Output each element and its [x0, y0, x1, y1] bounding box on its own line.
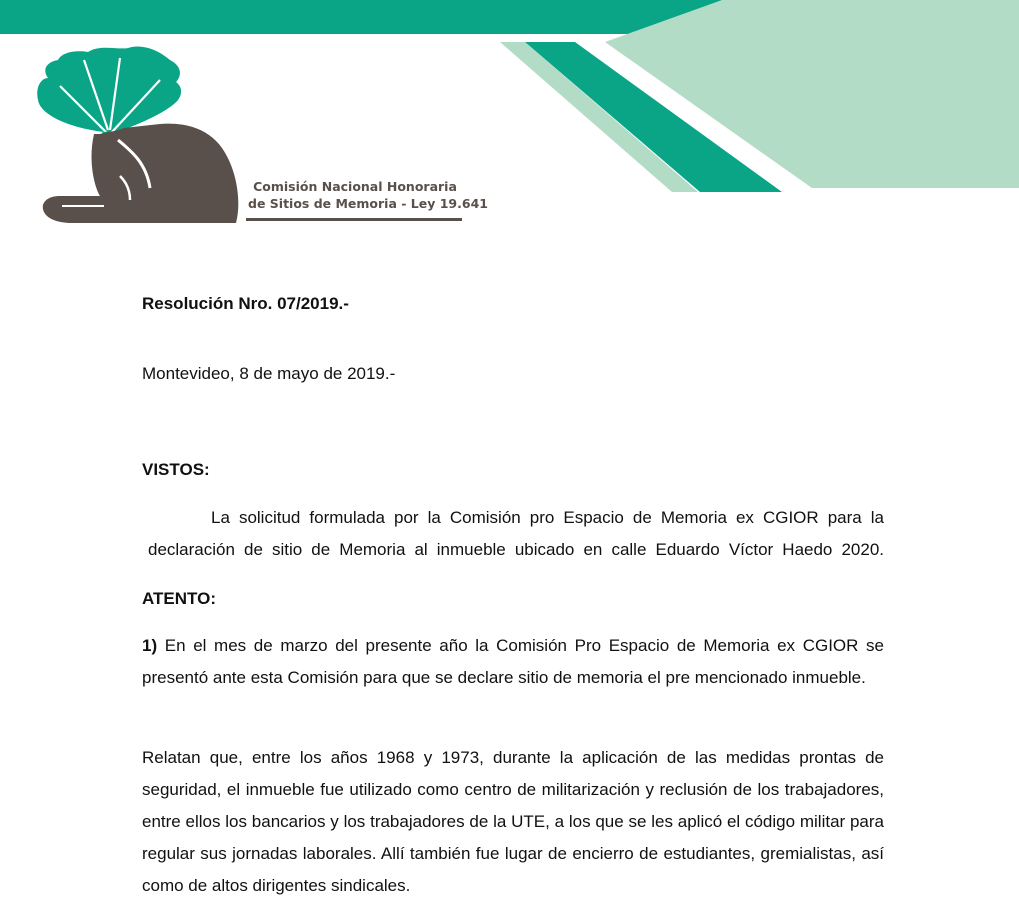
vistos-line-1: La solicitud formulada por la Comisión pro Espacio de Memoria ex CGIOR para la — [211, 508, 884, 527]
organization-name-line2: de Sitios de Memoria - Ley 19.641 — [248, 196, 488, 211]
ginkgo-leaf-hand-logo — [37, 47, 238, 224]
date-line: Montevideo, 8 de mayo de 2019.- — [142, 364, 396, 383]
item-1-text: En el mes de marzo del presente año la Comisión Pro Espacio de Memoria ex CGIOR se presentó ante esta Comisión para que se declare sitio de memoria el pre mencionado inmueble. — [142, 636, 884, 687]
organization-name — [248, 178, 488, 212]
organization-underline — [246, 218, 462, 221]
vistos-heading: VISTOS: — [142, 460, 210, 479]
atento-heading: ATENTO: — [142, 589, 216, 608]
top-green-band — [0, 0, 722, 34]
header-decoration — [0, 0, 1019, 240]
item-1-paragraph — [142, 630, 884, 694]
resolution-title: Resolución Nro. 07/2019.- — [142, 294, 349, 313]
vistos-line-2: declaración de sitio de Memoria al inmueble ubicado en calle Eduardo Víctor Haedo 2020. — [148, 540, 884, 559]
item-1-number: 1) — [142, 636, 158, 655]
paragraph-2: Relatan que, entre los años 1968 y 1973, durante la aplicación de las medidas prontas de seguridad, el inmueble fue utilizado como centro de militarización y reclusión de los trabajadores, entre ellos los bancarios y los trabajadores de la UTE, a los que se les aplicó el código militar para regular sus jornadas laborales. Allí también fue lugar de encierro de estudiantes, gremialistas, así como de altos dirigentes sindicales. — [142, 748, 884, 895]
organization-name-line1: Comisión Nacional Honoraria — [253, 179, 457, 194]
